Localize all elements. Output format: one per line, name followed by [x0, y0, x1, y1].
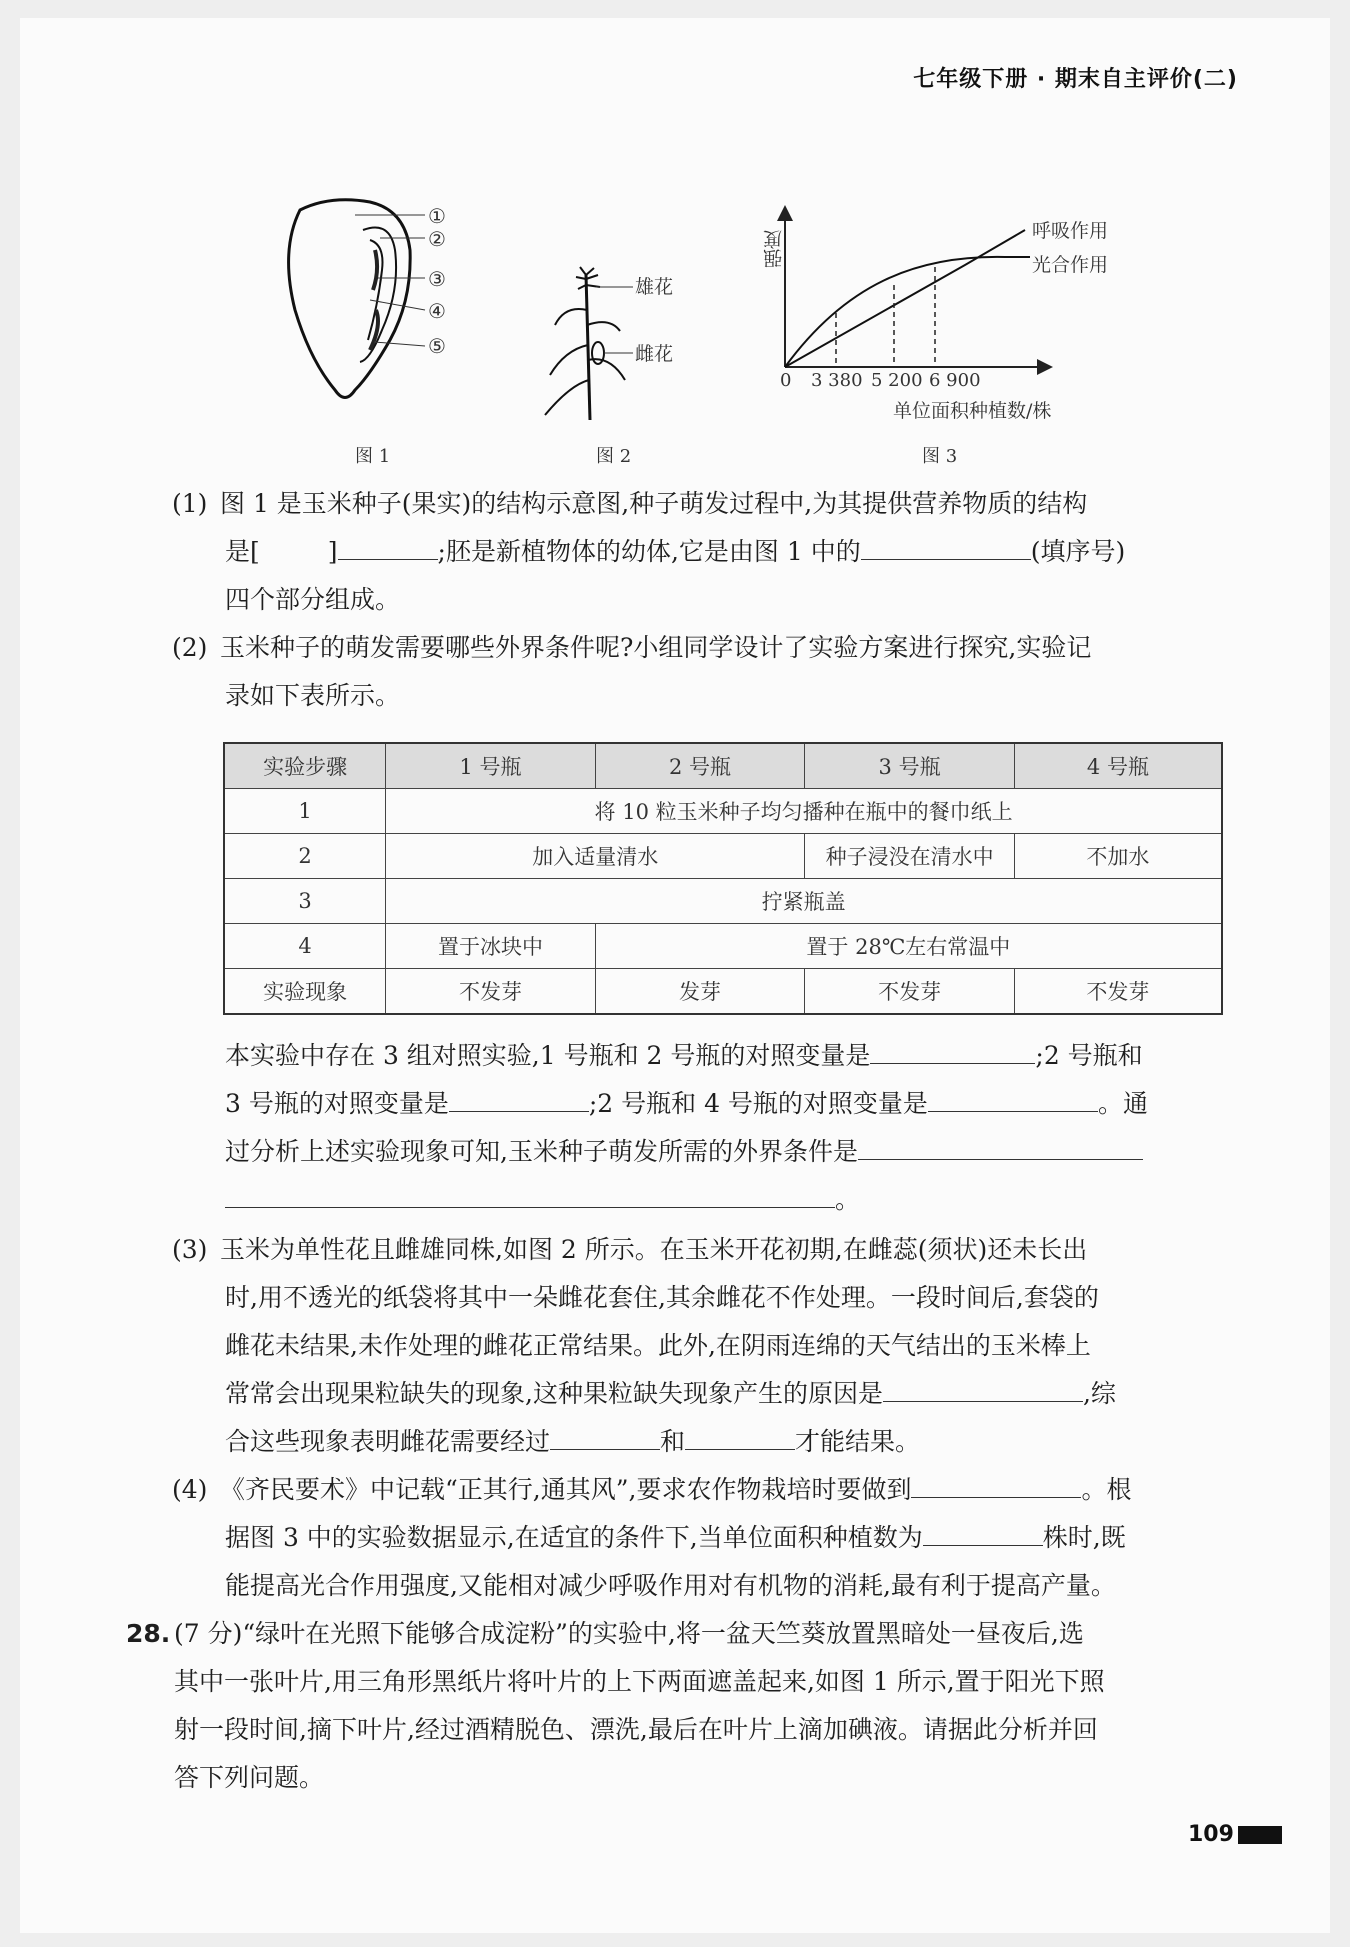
answer-blank-embryo-parts[interactable] — [861, 529, 1031, 560]
question-2-text: 3 号瓶的对照变量是 — [225, 1089, 449, 1118]
question-28-number: 28. — [126, 1619, 171, 1648]
question-1-number: (1) — [172, 489, 208, 518]
experiment-table — [223, 742, 1223, 1015]
table-cell: 不加水 — [1014, 834, 1222, 879]
question-28-line: 答下列问题。 — [174, 1763, 325, 1792]
question-4-text: 。根 — [1081, 1475, 1132, 1504]
figure-3-tick-0: 0 — [780, 370, 792, 391]
figure-3-caption: 图 3 — [922, 446, 958, 467]
question-4-line: 能提高光合作用强度,又能相对减少呼吸作用对有机物的消耗,最有利于提高产量。 — [225, 1571, 1116, 1600]
table-cell: 拧紧瓶盖 — [386, 879, 1222, 924]
page-header-title: 七年级下册 · 期末自主评价(二) — [913, 67, 1238, 92]
figure-3-xlabel: 单位面积种植数/株 — [893, 400, 1052, 422]
question-2 — [172, 624, 1232, 720]
table-header: 1 号瓶 — [386, 743, 596, 789]
question-4-number: (4) — [172, 1475, 208, 1504]
figure-3-ylabel: 强度 — [763, 230, 785, 268]
table-row — [224, 879, 1222, 924]
question-3-text: 常常会出现果粒缺失的现象,这种果粒缺失现象产生的原因是 — [225, 1379, 883, 1408]
table-header: 4 号瓶 — [1014, 743, 1222, 789]
table-cell: 1 — [224, 789, 386, 834]
table-cell: 实验现象 — [224, 969, 386, 1015]
question-3-line: 雌花未结果,未作处理的雌花正常结果。此外,在阴雨连绵的天气结出的玉米棒上 — [225, 1331, 1091, 1360]
table-row — [224, 924, 1222, 969]
table-cell: 置于 28℃左右常温中 — [595, 924, 1222, 969]
question-2-analysis — [225, 1032, 1230, 1224]
table-cell: 不发芽 — [805, 969, 1015, 1015]
question-2-text: 。通 — [1097, 1089, 1148, 1118]
question-2-text: 。 — [835, 1185, 861, 1214]
answer-blank-variable-2-4[interactable] — [928, 1081, 1098, 1112]
figure-1-label-2: ② — [428, 227, 446, 251]
figure-1-label-5: ⑤ — [428, 334, 446, 358]
table-cell: 2 — [224, 834, 386, 879]
photosynthesis-curve — [785, 257, 1030, 367]
figure-3-series-photosynthesis: 光合作用 — [1032, 254, 1109, 276]
figure-2-caption: 图 2 — [596, 446, 632, 467]
figure-2-corn-plant — [540, 265, 650, 425]
question-28-line: (7 分)“绿叶在光照下能够合成淀粉”的实验中,将一盆天竺葵放置黑暗处一昼夜后,选 — [174, 1619, 1084, 1648]
table-row — [224, 969, 1222, 1015]
table-cell: 加入适量清水 — [386, 834, 805, 879]
question-3-text: 和 — [660, 1427, 686, 1456]
answer-blank-germination-conditions-cont[interactable] — [225, 1177, 835, 1208]
figure-1-label-4: ④ — [428, 299, 446, 323]
question-2-text: 本实验中存在 3 组对照实验,1 号瓶和 2 号瓶的对照变量是 — [225, 1041, 871, 1070]
table-header: 3 号瓶 — [805, 743, 1015, 789]
answer-blank-planting-density[interactable] — [923, 1515, 1043, 1546]
figure-2-male-label: 雄花 — [635, 276, 674, 298]
figure-3-tick-6900: 6 900 — [929, 370, 981, 391]
question-28-line: 其中一张叶片,用三角形黑纸片将叶片的上下两面遮盖起来,如图 1 所示,置于阳光下照 — [174, 1667, 1105, 1696]
question-4 — [172, 1466, 1232, 1610]
question-3-text: ,综 — [1082, 1379, 1116, 1408]
question-1-line-1: 图 1 是玉米种子(果实)的结构示意图,种子萌发过程中,为其提供营养物质的结构 — [220, 489, 1088, 518]
question-3-line: 时,用不透光的纸袋将其中一朵雌花套住,其余雌花不作处理。一段时间后,套袋的 — [225, 1283, 1099, 1312]
table-cell: 3 — [224, 879, 386, 924]
answer-blank-structure[interactable] — [338, 529, 438, 560]
figure-1-caption: 图 1 — [355, 446, 391, 467]
table-cell: 置于冰块中 — [386, 924, 596, 969]
page-number: 109 — [1188, 1822, 1234, 1847]
question-3-line: 玉米为单性花且雌雄同株,如图 2 所示。在玉米开花初期,在雌蕊(须状)还未长出 — [220, 1235, 1088, 1264]
question-28 — [126, 1610, 1236, 1802]
answer-blank-process-2[interactable] — [685, 1419, 795, 1450]
figure-1-label-3: ③ — [428, 267, 446, 291]
question-2-text: ;2 号瓶和 — [1035, 1041, 1143, 1070]
answer-blank-variable-1-2[interactable] — [870, 1033, 1035, 1064]
answer-blank-germination-conditions[interactable] — [858, 1129, 1143, 1160]
table-cell: 发芽 — [595, 969, 805, 1015]
page-number-bar — [1238, 1826, 1282, 1844]
table-cell: 将 10 粒玉米种子均匀播种在瓶中的餐巾纸上 — [386, 789, 1222, 834]
figure-1-label-1: ① — [428, 204, 446, 228]
question-1-text: ] — [327, 537, 338, 566]
table-row — [224, 789, 1222, 834]
question-1-line-3: 四个部分组成。 — [225, 585, 401, 614]
table-cell: 不发芽 — [386, 969, 596, 1015]
table-cell: 不发芽 — [1014, 969, 1222, 1015]
answer-blank-planting-method[interactable] — [911, 1467, 1081, 1498]
question-3-number: (3) — [172, 1235, 208, 1264]
table-row — [224, 834, 1222, 879]
question-1-text: 是[ — [225, 537, 260, 566]
figure-3-tick-5200: 5 200 — [871, 370, 923, 391]
figure-3-tick-3380: 3 380 — [811, 370, 863, 391]
question-4-text: 据图 3 中的实验数据显示,在适宜的条件下,当单位面积种植数为 — [225, 1523, 923, 1552]
question-2-number: (2) — [172, 633, 208, 662]
figure-2-female-label: 雌花 — [635, 343, 674, 365]
table-cell: 种子浸没在清水中 — [805, 834, 1015, 879]
answer-blank-cause[interactable] — [883, 1371, 1083, 1402]
answer-blank-process-1[interactable] — [550, 1419, 660, 1450]
question-2-text: ;2 号瓶和 4 号瓶的对照变量是 — [588, 1089, 928, 1118]
question-2-text: 过分析上述实验现象可知,玉米种子萌发所需的外界条件是 — [225, 1137, 858, 1166]
question-3-text: 才能结果。 — [795, 1427, 921, 1456]
respiration-curve — [785, 230, 1025, 367]
question-4-text: 株时,既 — [1042, 1523, 1126, 1552]
question-1-text: (填序号) — [1030, 537, 1126, 566]
table-header-row — [224, 743, 1222, 789]
question-3-text: 合这些现象表明雌花需要经过 — [225, 1427, 551, 1456]
figure-3-series-respiration: 呼吸作用 — [1032, 220, 1109, 242]
question-4-text: 《齐民要术》中记载“正其行,通其风”,要求农作物栽培时要做到 — [220, 1475, 912, 1504]
question-3 — [172, 1226, 1232, 1466]
table-cell: 4 — [224, 924, 386, 969]
table-header: 2 号瓶 — [595, 743, 805, 789]
question-28-line: 射一段时间,摘下叶片,经过酒精脱色、漂洗,最后在叶片上滴加碘液。请据此分析并回 — [174, 1715, 1098, 1744]
question-2-line-2: 录如下表所示。 — [225, 681, 401, 710]
question-1 — [172, 480, 1232, 624]
question-1-text: ;胚是新植物体的幼体,它是由图 1 中的 — [437, 537, 861, 566]
answer-blank-variable-2-3[interactable] — [449, 1081, 589, 1112]
question-2-line-1: 玉米种子的萌发需要哪些外界条件呢?小组同学设计了实验方案进行探究,实验记 — [220, 633, 1092, 662]
table-header: 实验步骤 — [224, 743, 386, 789]
